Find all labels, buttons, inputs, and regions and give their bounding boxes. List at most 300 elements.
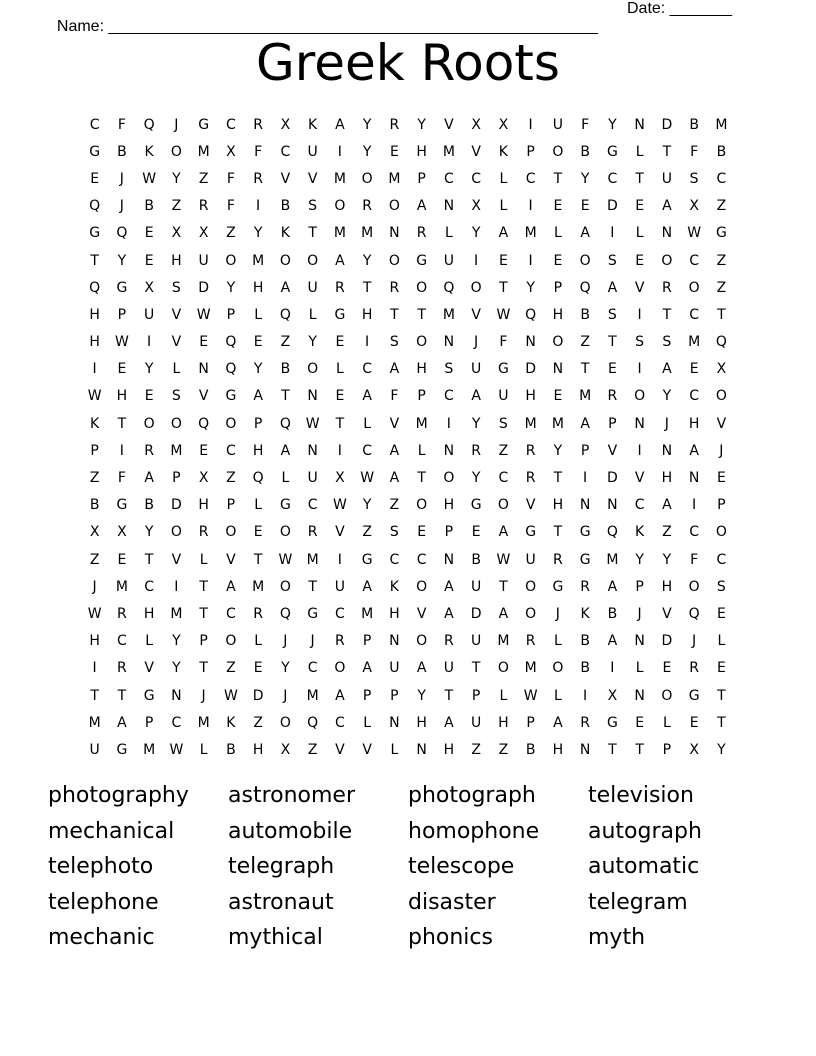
grid-letter[interactable]: W bbox=[305, 415, 320, 432]
grid-letter[interactable]: Q bbox=[252, 470, 264, 487]
grid-letter[interactable]: T bbox=[362, 279, 372, 296]
grid-letter[interactable]: E bbox=[335, 334, 345, 351]
grid-letter[interactable]: Z bbox=[226, 470, 236, 487]
grid-letter[interactable]: M bbox=[551, 415, 564, 432]
grid-letter[interactable]: B bbox=[226, 741, 236, 758]
grid-letter[interactable]: K bbox=[308, 116, 318, 133]
grid-letter[interactable]: Z bbox=[307, 741, 318, 758]
grid-letter[interactable]: B bbox=[280, 198, 291, 215]
grid-letter[interactable]: X bbox=[144, 279, 154, 296]
grid-letter[interactable]: Z bbox=[580, 334, 590, 351]
grid-letter[interactable]: T bbox=[717, 687, 726, 704]
grid-letter[interactable]: U bbox=[471, 633, 482, 650]
grid-letter[interactable]: B bbox=[144, 497, 154, 514]
grid-letter[interactable]: R bbox=[607, 388, 618, 405]
grid-letter[interactable]: Z bbox=[280, 334, 291, 351]
grid-letter[interactable]: C bbox=[443, 388, 454, 405]
grid-letter[interactable]: L bbox=[635, 143, 644, 160]
grid-letter[interactable]: B bbox=[280, 361, 291, 378]
grid-letter[interactable]: W bbox=[142, 170, 157, 187]
grid-letter[interactable]: G bbox=[715, 225, 727, 242]
grid-letter[interactable]: U bbox=[89, 741, 100, 758]
grid-letter[interactable]: P bbox=[580, 442, 590, 459]
grid-letter[interactable]: U bbox=[307, 279, 318, 296]
grid-letter[interactable]: V bbox=[634, 470, 645, 487]
grid-letter[interactable]: A bbox=[607, 279, 618, 296]
grid-letter[interactable]: H bbox=[443, 497, 455, 514]
grid-letter[interactable]: R bbox=[553, 551, 563, 568]
grid-letter[interactable]: V bbox=[335, 741, 345, 758]
grid-letter[interactable]: Z bbox=[498, 442, 509, 459]
grid-letter[interactable]: C bbox=[116, 633, 127, 650]
grid-letter[interactable]: T bbox=[635, 170, 644, 187]
grid-letter[interactable]: P bbox=[390, 687, 399, 704]
name-field[interactable]: Name: _______________________________________________________ bbox=[56, 18, 598, 35]
grid-letter[interactable]: H bbox=[361, 306, 373, 323]
grid-letter[interactable]: L bbox=[363, 714, 372, 731]
grid-letter[interactable]: E bbox=[689, 361, 699, 378]
grid-letter[interactable]: S bbox=[444, 361, 454, 378]
grid-letter[interactable]: I bbox=[528, 116, 533, 133]
grid-letter[interactable]: R bbox=[335, 633, 345, 650]
grid-letter[interactable]: E bbox=[553, 388, 563, 405]
grid-letter[interactable]: V bbox=[171, 551, 182, 568]
grid-letter[interactable]: O bbox=[552, 143, 564, 160]
grid-letter[interactable]: N bbox=[552, 361, 564, 378]
grid-letter[interactable]: A bbox=[498, 524, 509, 541]
grid-letter[interactable]: A bbox=[226, 578, 236, 595]
grid-letter[interactable]: F bbox=[390, 388, 399, 405]
grid-letter[interactable]: M bbox=[442, 143, 455, 160]
grid-letter[interactable]: B bbox=[525, 741, 536, 758]
grid-letter[interactable]: O bbox=[552, 660, 564, 677]
grid-letter[interactable]: E bbox=[498, 252, 508, 269]
grid-letter[interactable]: A bbox=[416, 660, 427, 677]
grid-letter[interactable]: Y bbox=[362, 116, 372, 133]
grid-letter[interactable]: N bbox=[307, 442, 318, 459]
grid-letter[interactable]: U bbox=[661, 170, 672, 187]
grid-letter[interactable]: T bbox=[662, 306, 672, 323]
grid-letter[interactable]: T bbox=[662, 143, 672, 160]
grid-letter[interactable]: U bbox=[525, 551, 536, 568]
grid-letter[interactable]: E bbox=[253, 660, 263, 677]
grid-letter[interactable]: Q bbox=[225, 361, 237, 378]
grid-letter[interactable]: M bbox=[688, 334, 701, 351]
grid-letter[interactable]: P bbox=[526, 714, 535, 731]
grid-letter[interactable]: M bbox=[524, 415, 537, 432]
grid-letter[interactable]: F bbox=[499, 334, 508, 351]
grid-letter[interactable]: S bbox=[498, 415, 508, 432]
grid-letter[interactable]: I bbox=[528, 252, 533, 269]
grid-letter[interactable]: K bbox=[226, 714, 236, 731]
grid-letter[interactable]: N bbox=[443, 334, 455, 351]
grid-letter[interactable]: J bbox=[474, 334, 479, 351]
grid-letter[interactable]: G bbox=[497, 361, 509, 378]
grid-letter[interactable]: W bbox=[523, 687, 538, 704]
grid-letter[interactable]: I bbox=[365, 334, 370, 351]
grid-letter[interactable]: A bbox=[580, 415, 590, 432]
grid-letter[interactable]: P bbox=[117, 306, 127, 323]
grid-letter[interactable]: A bbox=[498, 605, 509, 622]
grid-letter[interactable]: G bbox=[552, 578, 564, 595]
grid-letter[interactable]: Y bbox=[580, 170, 590, 187]
grid-letter[interactable]: H bbox=[389, 605, 400, 622]
grid-letter[interactable]: I bbox=[637, 442, 642, 459]
grid-letter[interactable]: Q bbox=[715, 334, 727, 351]
grid-letter[interactable]: Z bbox=[716, 198, 727, 215]
grid-letter[interactable]: H bbox=[89, 334, 100, 351]
grid-letter[interactable]: U bbox=[307, 470, 318, 487]
grid-letter[interactable]: Q bbox=[443, 279, 455, 296]
grid-letter[interactable]: W bbox=[496, 306, 511, 323]
grid-letter[interactable]: G bbox=[579, 551, 591, 568]
grid-letter[interactable]: Y bbox=[526, 279, 535, 296]
grid-letter[interactable]: P bbox=[253, 415, 263, 432]
grid-letter[interactable]: T bbox=[417, 470, 426, 487]
grid-letter[interactable]: T bbox=[717, 306, 726, 323]
grid-letter[interactable]: T bbox=[499, 578, 508, 595]
grid-letter[interactable]: G bbox=[116, 741, 128, 758]
grid-letter[interactable]: Y bbox=[471, 225, 481, 242]
grid-letter[interactable]: V bbox=[171, 306, 182, 323]
grid-letter[interactable]: F bbox=[226, 170, 235, 187]
grid-letter[interactable]: R bbox=[471, 442, 481, 459]
grid-letter[interactable]: G bbox=[89, 225, 101, 242]
grid-letter[interactable]: M bbox=[333, 170, 346, 187]
grid-letter[interactable]: P bbox=[199, 633, 208, 650]
grid-letter[interactable]: Z bbox=[226, 660, 236, 677]
grid-letter[interactable]: A bbox=[389, 361, 400, 378]
grid-letter[interactable]: C bbox=[716, 551, 727, 568]
grid-letter[interactable]: H bbox=[661, 578, 673, 595]
grid-letter[interactable]: B bbox=[144, 198, 154, 215]
grid-letter[interactable]: Y bbox=[144, 361, 154, 378]
grid-letter[interactable]: T bbox=[553, 470, 563, 487]
grid-letter[interactable]: D bbox=[525, 361, 537, 378]
grid-letter[interactable]: N bbox=[607, 497, 618, 514]
grid-letter[interactable]: L bbox=[308, 306, 317, 323]
grid-letter[interactable]: C bbox=[362, 361, 373, 378]
grid-letter[interactable]: P bbox=[635, 578, 644, 595]
grid-letter[interactable]: X bbox=[689, 741, 699, 758]
grid-letter[interactable]: E bbox=[117, 361, 127, 378]
grid-letter[interactable]: N bbox=[443, 551, 455, 568]
grid-letter[interactable]: P bbox=[226, 497, 236, 514]
grid-letter[interactable]: V bbox=[335, 524, 345, 541]
grid-letter[interactable]: W bbox=[87, 388, 102, 405]
grid-letter[interactable]: L bbox=[717, 633, 726, 650]
grid-letter[interactable]: A bbox=[662, 361, 672, 378]
grid-letter[interactable]: E bbox=[144, 225, 154, 242]
grid-letter[interactable]: G bbox=[361, 551, 373, 568]
grid-letter[interactable]: H bbox=[89, 306, 100, 323]
grid-letter[interactable]: O bbox=[279, 524, 291, 541]
grid-letter[interactable]: Y bbox=[281, 660, 290, 677]
grid-letter[interactable]: I bbox=[610, 660, 615, 677]
grid-letter[interactable]: L bbox=[363, 415, 372, 432]
grid-letter[interactable]: W bbox=[196, 306, 211, 323]
grid-letter[interactable]: R bbox=[580, 578, 590, 595]
grid-letter[interactable]: R bbox=[525, 633, 536, 650]
grid-letter[interactable]: Q bbox=[225, 334, 237, 351]
grid-letter[interactable]: G bbox=[116, 497, 128, 514]
grid-letter[interactable]: O bbox=[688, 279, 700, 296]
grid-letter[interactable]: C bbox=[307, 660, 318, 677]
grid-letter[interactable]: F bbox=[117, 116, 126, 133]
grid-letter[interactable]: W bbox=[114, 334, 129, 351]
grid-letter[interactable]: P bbox=[471, 687, 481, 704]
grid-letter[interactable]: I bbox=[174, 578, 179, 595]
grid-letter[interactable]: S bbox=[635, 334, 645, 351]
grid-letter[interactable]: H bbox=[688, 415, 700, 432]
grid-letter[interactable]: Q bbox=[89, 198, 101, 215]
grid-letter[interactable]: L bbox=[199, 551, 208, 568]
grid-letter[interactable]: V bbox=[389, 415, 400, 432]
grid-letter[interactable]: Q bbox=[279, 306, 291, 323]
grid-letter[interactable]: E bbox=[117, 551, 127, 568]
grid-letter[interactable]: X bbox=[280, 741, 291, 758]
grid-letter[interactable]: Z bbox=[389, 497, 400, 514]
grid-letter[interactable]: C bbox=[607, 170, 618, 187]
grid-letter[interactable]: Y bbox=[662, 388, 672, 405]
grid-letter[interactable]: R bbox=[253, 170, 263, 187]
grid-letter[interactable]: B bbox=[89, 497, 100, 514]
grid-letter[interactable]: Y bbox=[635, 551, 644, 568]
grid-letter[interactable]: T bbox=[117, 687, 127, 704]
grid-letter[interactable]: D bbox=[470, 605, 482, 622]
grid-letter[interactable]: N bbox=[634, 116, 645, 133]
grid-letter[interactable]: H bbox=[552, 741, 564, 758]
grid-letter[interactable]: O bbox=[715, 524, 727, 541]
grid-letter[interactable]: R bbox=[198, 524, 209, 541]
grid-letter[interactable]: R bbox=[362, 198, 372, 215]
grid-letter[interactable]: Y bbox=[417, 116, 426, 133]
grid-letter[interactable]: L bbox=[172, 361, 181, 378]
grid-letter[interactable]: R bbox=[198, 198, 209, 215]
grid-letter[interactable]: X bbox=[89, 524, 100, 541]
grid-letter[interactable]: Z bbox=[498, 741, 509, 758]
grid-letter[interactable]: Z bbox=[89, 470, 100, 487]
grid-letter[interactable]: M bbox=[306, 687, 319, 704]
grid-letter[interactable]: N bbox=[634, 633, 645, 650]
grid-letter[interactable]: A bbox=[362, 388, 372, 405]
grid-letter[interactable]: O bbox=[279, 714, 291, 731]
grid-letter[interactable]: S bbox=[308, 198, 318, 215]
grid-letter[interactable]: Y bbox=[172, 170, 181, 187]
grid-letter[interactable]: O bbox=[416, 578, 428, 595]
grid-letter[interactable]: I bbox=[92, 361, 97, 378]
grid-letter[interactable]: N bbox=[389, 633, 400, 650]
grid-letter[interactable]: P bbox=[362, 633, 372, 650]
grid-letter[interactable]: V bbox=[307, 170, 318, 187]
grid-letter[interactable]: Y bbox=[308, 334, 317, 351]
grid-letter[interactable]: J bbox=[283, 633, 288, 650]
grid-letter[interactable]: E bbox=[253, 334, 263, 351]
grid-letter[interactable]: F bbox=[690, 143, 699, 160]
grid-letter[interactable]: C bbox=[443, 170, 454, 187]
grid-letter[interactable]: X bbox=[498, 116, 509, 133]
grid-letter[interactable]: C bbox=[225, 442, 236, 459]
grid-letter[interactable]: M bbox=[306, 551, 319, 568]
grid-letter[interactable]: L bbox=[281, 470, 290, 487]
grid-letter[interactable]: F bbox=[117, 470, 126, 487]
grid-letter[interactable]: V bbox=[471, 306, 481, 323]
grid-letter[interactable]: M bbox=[415, 415, 428, 432]
grid-letter[interactable]: D bbox=[170, 497, 182, 514]
grid-letter[interactable]: A bbox=[362, 578, 372, 595]
grid-letter[interactable]: B bbox=[117, 143, 127, 160]
grid-letter[interactable]: Q bbox=[116, 225, 128, 242]
grid-letter[interactable]: N bbox=[579, 497, 591, 514]
grid-letter[interactable]: Z bbox=[226, 225, 236, 242]
grid-letter[interactable]: Y bbox=[253, 225, 263, 242]
grid-letter[interactable]: E bbox=[662, 660, 672, 677]
grid-letter[interactable]: E bbox=[335, 388, 345, 405]
grid-letter[interactable]: A bbox=[689, 442, 699, 459]
grid-letter[interactable]: B bbox=[689, 116, 699, 133]
grid-letter[interactable]: P bbox=[526, 143, 535, 160]
grid-letter[interactable]: O bbox=[307, 361, 319, 378]
grid-letter[interactable]: A bbox=[144, 470, 154, 487]
grid-letter[interactable]: H bbox=[171, 252, 182, 269]
grid-letter[interactable]: H bbox=[252, 442, 264, 459]
grid-letter[interactable]: T bbox=[471, 660, 481, 677]
grid-letter[interactable]: R bbox=[117, 660, 127, 677]
grid-letter[interactable]: O bbox=[225, 252, 237, 269]
grid-letter[interactable]: E bbox=[716, 605, 726, 622]
grid-letter[interactable]: U bbox=[498, 388, 509, 405]
grid-letter[interactable]: J bbox=[310, 633, 315, 650]
grid-letter[interactable]: X bbox=[117, 524, 127, 541]
grid-letter[interactable]: F bbox=[690, 551, 699, 568]
grid-letter[interactable]: I bbox=[583, 470, 588, 487]
grid-letter[interactable]: B bbox=[580, 143, 590, 160]
grid-letter[interactable]: R bbox=[335, 279, 345, 296]
grid-letter[interactable]: Q bbox=[89, 279, 101, 296]
grid-letter[interactable]: O bbox=[497, 660, 509, 677]
grid-letter[interactable]: O bbox=[470, 279, 482, 296]
grid-letter[interactable]: U bbox=[334, 578, 345, 595]
grid-letter[interactable]: F bbox=[226, 198, 235, 215]
grid-letter[interactable]: B bbox=[580, 633, 590, 650]
grid-letter[interactable]: C bbox=[689, 388, 700, 405]
grid-letter[interactable]: C bbox=[280, 143, 291, 160]
grid-letter[interactable]: M bbox=[143, 741, 156, 758]
grid-letter[interactable]: K bbox=[389, 578, 399, 595]
grid-letter[interactable]: V bbox=[362, 741, 372, 758]
grid-letter[interactable]: Q bbox=[307, 714, 319, 731]
grid-letter[interactable]: G bbox=[143, 687, 155, 704]
grid-letter[interactable]: L bbox=[335, 361, 344, 378]
grid-letter[interactable]: O bbox=[416, 279, 428, 296]
grid-letter[interactable]: N bbox=[634, 687, 645, 704]
grid-letter[interactable]: T bbox=[117, 415, 127, 432]
grid-letter[interactable]: E bbox=[199, 334, 209, 351]
grid-letter[interactable]: E bbox=[253, 524, 263, 541]
grid-letter[interactable]: A bbox=[335, 687, 345, 704]
grid-letter[interactable]: R bbox=[253, 116, 263, 133]
grid-letter[interactable]: J bbox=[692, 633, 697, 650]
grid-letter[interactable]: M bbox=[497, 633, 510, 650]
grid-letter[interactable]: V bbox=[716, 415, 727, 432]
grid-letter[interactable]: L bbox=[553, 687, 562, 704]
grid-letter[interactable]: A bbox=[335, 116, 345, 133]
grid-letter[interactable]: C bbox=[689, 524, 700, 541]
grid-letter[interactable]: H bbox=[443, 741, 455, 758]
grid-letter[interactable]: Z bbox=[716, 252, 727, 269]
grid-letter[interactable]: I bbox=[692, 497, 697, 514]
grid-letter[interactable]: T bbox=[390, 306, 399, 323]
grid-letter[interactable]: A bbox=[444, 578, 454, 595]
grid-letter[interactable]: O bbox=[143, 415, 155, 432]
grid-letter[interactable]: S bbox=[171, 279, 181, 296]
grid-letter[interactable]: J bbox=[174, 116, 179, 133]
grid-letter[interactable]: U bbox=[144, 306, 155, 323]
grid-letter[interactable]: Q bbox=[198, 415, 210, 432]
grid-letter[interactable]: U bbox=[471, 361, 482, 378]
grid-letter[interactable]: T bbox=[199, 578, 208, 595]
grid-letter[interactable]: H bbox=[143, 605, 155, 622]
grid-letter[interactable]: H bbox=[498, 714, 509, 731]
grid-letter[interactable]: A bbox=[280, 442, 291, 459]
grid-letter[interactable]: W bbox=[687, 225, 702, 242]
grid-letter[interactable]: O bbox=[279, 252, 291, 269]
grid-letter[interactable]: Y bbox=[144, 524, 154, 541]
grid-letter[interactable]: X bbox=[171, 225, 182, 242]
grid-letter[interactable]: Z bbox=[362, 524, 372, 541]
grid-letter[interactable]: J bbox=[637, 605, 642, 622]
grid-letter[interactable]: R bbox=[444, 633, 454, 650]
grid-letter[interactable]: O bbox=[416, 497, 428, 514]
date-field[interactable]: Date: _______ bbox=[627, 0, 732, 17]
grid-letter[interactable]: J bbox=[201, 687, 206, 704]
grid-letter[interactable]: O bbox=[688, 578, 700, 595]
grid-letter[interactable]: M bbox=[442, 306, 455, 323]
grid-letter[interactable]: A bbox=[389, 442, 400, 459]
grid-letter[interactable]: N bbox=[389, 714, 400, 731]
grid-letter[interactable]: C bbox=[89, 116, 100, 133]
grid-letter[interactable]: A bbox=[117, 714, 127, 731]
grid-letter[interactable]: C bbox=[689, 306, 700, 323]
grid-letter[interactable]: U bbox=[443, 660, 454, 677]
grid-letter[interactable]: U bbox=[389, 660, 400, 677]
grid-letter[interactable]: M bbox=[579, 388, 592, 405]
grid-letter[interactable]: A bbox=[335, 252, 345, 269]
grid-letter[interactable]: V bbox=[634, 279, 645, 296]
grid-letter[interactable]: N bbox=[198, 361, 209, 378]
grid-letter[interactable]: G bbox=[416, 252, 428, 269]
grid-letter[interactable]: R bbox=[689, 660, 699, 677]
grid-letter[interactable]: T bbox=[281, 388, 290, 405]
grid-letter[interactable]: Y bbox=[471, 415, 481, 432]
grid-letter[interactable]: P bbox=[362, 687, 372, 704]
grid-letter[interactable]: I bbox=[119, 442, 124, 459]
grid-letter[interactable]: O bbox=[443, 470, 455, 487]
grid-letter[interactable]: L bbox=[390, 741, 399, 758]
grid-letter[interactable]: C bbox=[689, 252, 700, 269]
grid-letter[interactable]: K bbox=[280, 225, 290, 242]
grid-letter[interactable]: I bbox=[637, 361, 642, 378]
grid-letter[interactable]: I bbox=[474, 252, 479, 269]
grid-letter[interactable]: X bbox=[471, 116, 481, 133]
grid-letter[interactable]: N bbox=[389, 225, 400, 242]
grid-letter[interactable]: O bbox=[579, 252, 591, 269]
grid-letter[interactable]: Z bbox=[198, 170, 209, 187]
grid-letter[interactable]: G bbox=[279, 497, 291, 514]
grid-letter[interactable]: S bbox=[389, 524, 399, 541]
grid-letter[interactable]: U bbox=[471, 578, 482, 595]
grid-letter[interactable]: T bbox=[144, 551, 154, 568]
